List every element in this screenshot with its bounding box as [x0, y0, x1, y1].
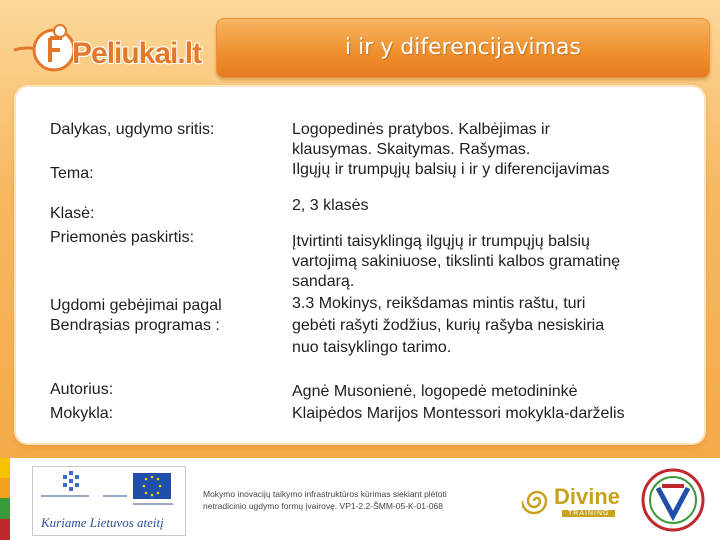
logo-text: Peliukai.lt: [72, 37, 202, 70]
eu-flag-icon: [33, 467, 185, 511]
value-subject-line2: klausymas. Skaitymas. Rašymas.: [292, 141, 531, 158]
project-note-line1: Mokymo inovacijų taikymo infrastruktūros kūrimas siekiant plėtoti: [203, 489, 447, 499]
value-skills-line3: nuo taisyklingo tarimo.: [292, 339, 452, 356]
color-stripes: [0, 458, 10, 540]
label-topic: Tema:: [50, 165, 94, 182]
divine-word: Divine: [554, 484, 621, 509]
label-skills-line1: Ugdomi gebėjimai pagal: [50, 297, 222, 314]
label-purpose: Priemonės paskirtis:: [50, 229, 195, 246]
page-title: i ir y diferencijavimas: [345, 35, 581, 60]
project-note-line2: netradicinio ugdymo formų įvairovę. VP1-2.2-ŠMM-05-K-01-068: [203, 501, 443, 511]
title-banner: [216, 18, 710, 78]
value-grade: 2, 3 klasės: [292, 197, 369, 214]
value-purpose-line3: sandarą.: [292, 273, 355, 290]
value-purpose-line1: Įtvirtinti taisyklingą ilgųjų ir trumpųjų balsių: [292, 233, 590, 250]
value-purpose-line2: vartojimą sakiniuose, tikslinti kalbos gramatinę: [292, 253, 621, 270]
school-emblem-icon: [640, 466, 706, 534]
label-school: Mokykla:: [50, 405, 114, 422]
label-skills-line2: Bendrąsias programas :: [50, 317, 220, 334]
divine-sub: TRAINING: [562, 510, 615, 517]
label-grade: Klasė:: [50, 205, 95, 222]
divine-training-logo: [522, 484, 621, 524]
eu-slogan: Kuriame Lietuvos ateitį: [41, 515, 164, 530]
eu-funding-logo: [32, 466, 186, 536]
value-skills-line1: 3.3 Mokinys, reikšdamas mintis raštu, turi: [292, 295, 586, 312]
spiral-icon: [522, 484, 552, 518]
label-author: Autorius:: [50, 381, 114, 398]
value-school: Klaipėdos Marijos Montessori mokykla-darželis: [292, 405, 625, 422]
project-note: [203, 488, 447, 512]
peliukai-logo[interactable]: [10, 16, 210, 76]
value-subject-line1: Logopedinės pratybos. Kalbėjimas ir: [292, 121, 550, 138]
label-subject: Dalykas, ugdymo sritis:: [50, 121, 215, 138]
mouse-icon: [10, 16, 80, 76]
value-author: Agnė Musonienė, logopedė metodininkė: [292, 383, 578, 400]
value-skills-line2: gebėti rašyti žodžius, kurių rašyba nesiskiria: [292, 317, 605, 334]
footer: [0, 458, 720, 540]
value-topic: Ilgųjų ir trumpųjų balsių i ir y diferencijavimas: [292, 161, 610, 178]
